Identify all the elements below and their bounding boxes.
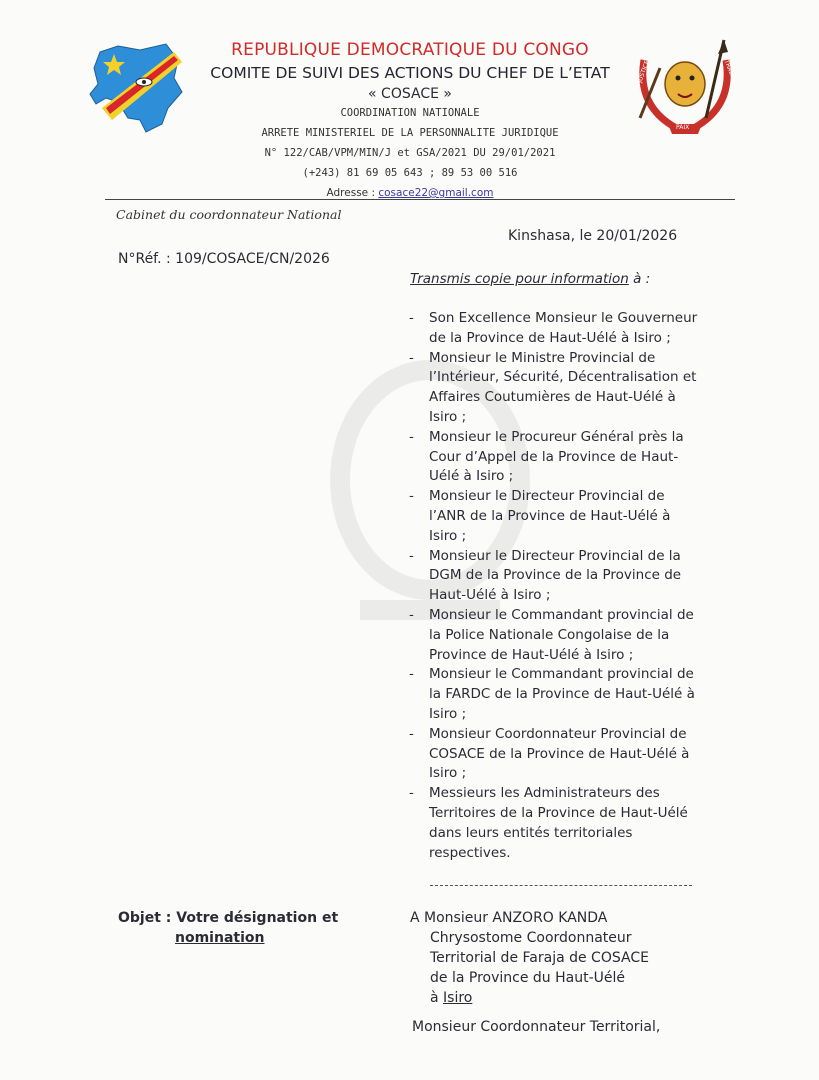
subject-block: [118, 908, 348, 948]
letterhead-address: [190, 187, 630, 199]
salutation: Monsieur Coordonnateur Territorial,: [412, 1019, 661, 1035]
transmis-heading: [410, 271, 650, 287]
recipients-list: [408, 309, 698, 863]
seal-text-justice: JUSTICE: [636, 59, 651, 84]
letterhead-decree: ARRETE MINISTERIEL DE LA PERSONNALITE JURIDIQUE: [261, 127, 559, 139]
addressee-line5: [410, 988, 710, 1008]
addressee-line1: A Monsieur ANZORO KANDA: [410, 910, 608, 926]
addressee-block: [410, 908, 710, 1008]
list-item: - Monsieur le Ministre Provincial de l’Intérieur, Sécurité, Décentralisation et Affaires Coutumières de Haut-Uélé à Isiro ;: [408, 349, 698, 428]
transmis-underlined: Transmis copie pour information: [410, 271, 629, 287]
address-email-link[interactable]: cosace22@gmail.com: [378, 187, 494, 199]
addressee-place: Isiro: [443, 990, 473, 1006]
letterhead-phone: (+243) 81 69 05 643 ; 89 53 00 516: [302, 167, 518, 179]
seal-text-travail: TRAVAIL: [722, 58, 738, 85]
list-item: - Monsieur le Commandant provincial de la Police Nationale Congolaise de la Province de Haut-Uélé à Isiro ;: [408, 606, 698, 665]
date-line: Kinshasa, le 20/01/2026: [508, 228, 678, 244]
cabinet-handwritten: Cabinet du coordonnateur National: [116, 207, 342, 222]
recipients-divider: [430, 885, 692, 886]
reference-number: N°Réf. : 109/COSACE/CN/2026: [118, 251, 330, 267]
letterhead-committee: COMITE DE SUIVI DES ACTIONS DU CHEF DE L’ETAT: [210, 64, 610, 82]
subject-label: Objet : Votre désignation et: [118, 910, 339, 926]
address-label: Adresse :: [326, 187, 376, 199]
list-item: - Monsieur le Directeur Provincial de l’ANR de la Province de Haut-Uélé à Isiro ;: [408, 487, 698, 546]
addressee-line5-prefix: à: [430, 990, 444, 1006]
letterhead-coordination: COORDINATION NATIONALE: [340, 107, 480, 119]
drc-flag-map-icon: [88, 38, 188, 142]
letterhead-acronym: « COSACE »: [368, 86, 452, 102]
list-item: - Monsieur Coordonnateur Provincial de COSACE de la Province de Haut-Uélé à Isiro ;: [408, 725, 698, 784]
letterhead-decree-ref: N° 122/CAB/VPM/MIN/J et GSA/2021 DU 29/01/2021: [264, 147, 556, 159]
list-item: - Monsieur le Directeur Provincial de la DGM de la Province de la Province de Haut-Uélé à Isiro ;: [408, 547, 698, 606]
header-divider: [105, 199, 735, 200]
addressee-line2: Chrysostome Coordonnateur: [430, 930, 632, 946]
letterhead-country: REPUBLIQUE DEMOCRATIQUE DU CONGO: [231, 40, 589, 60]
addressee-line4: de la Province du Haut-Uélé: [430, 970, 625, 986]
addressee-line3: Territorial de Faraja de COSACE: [430, 950, 649, 966]
transmis-suffix: à :: [628, 271, 651, 287]
list-item: - Son Excellence Monsieur le Gouverneur de la Province de Haut-Uélé à Isiro ;: [408, 309, 698, 349]
list-item: - Messieurs les Administrateurs des Territoires de la Province de Haut-Uélé dans leurs entités territoriales respectives.: [408, 784, 698, 863]
subject-line2: nomination: [175, 930, 265, 946]
list-item: - Monsieur le Commandant provincial de la FARDC de la Province de Haut-Uélé à Isiro ;: [408, 665, 698, 724]
seal-text-paix: PAIX: [676, 124, 690, 131]
drc-coat-of-arms-icon: [620, 38, 750, 142]
list-item: - Monsieur le Procureur Général près la Cour d’Appel de la Province de Haut-Uélé à Isiro ;: [408, 428, 698, 487]
